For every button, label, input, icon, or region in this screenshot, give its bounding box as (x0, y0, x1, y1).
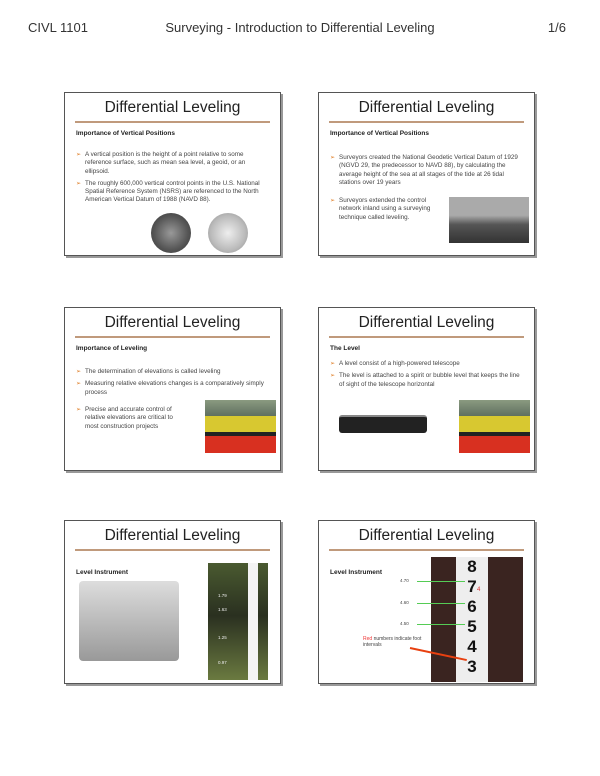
slide-subtitle: Importance of Vertical Positions (76, 130, 175, 137)
slide-subtitle: The Level (330, 345, 360, 352)
leveling-rod (248, 563, 258, 680)
divider (75, 549, 270, 551)
bullet: ➢ A vertical position is the height of a point relative to some reference surface, such as mean sea level, a geoid, or an ellipsoid. (76, 151, 266, 176)
slide-5 (64, 520, 281, 684)
annotation-note (363, 636, 423, 648)
slide-title: Differential Leveling (358, 314, 495, 331)
slide-subtitle: Level Instrument (330, 569, 383, 576)
reading-line (417, 603, 465, 604)
level-instrument-photo (79, 581, 179, 661)
bullet-list (76, 368, 271, 401)
leveling-rod: 8 7 6 5 4 3 (456, 557, 488, 682)
bullet: ➢ Precise and accurate control of relative elevations are critical to most construction projects (76, 406, 186, 431)
rod-reading: 1.63 (218, 607, 227, 612)
bullet: ➢ The roughly 600,000 vertical control points in the U.S. National Spatial Reference System (NSRS) are referenced to the North American Vertical Datum of 1988 (NAVD 88). (76, 180, 266, 205)
slide-1 (64, 92, 281, 256)
slide-2 (318, 92, 535, 256)
bullet-list (330, 154, 525, 191)
slide-subtitle: Importance of Vertical Positions (330, 130, 429, 137)
red-foot-digit: 4 (477, 587, 481, 593)
note-red-word: Red (363, 636, 373, 642)
bullet: ➢ Measuring relative elevations changes is a comparatively simply process (76, 380, 271, 397)
rod-reading: 0.97 (218, 660, 227, 665)
rod-reading: 1.79 (218, 593, 227, 598)
slide-title: Differential Leveling (104, 527, 241, 544)
divider (75, 336, 270, 338)
divider (329, 549, 524, 551)
rod-reading: 4.70 (400, 578, 409, 583)
benchmark-disk-image (151, 213, 191, 253)
rod-reading: 4.50 (400, 621, 409, 626)
spirit-level-image (339, 415, 427, 433)
slide-title: Differential Leveling (358, 527, 495, 544)
slide-3 (64, 307, 281, 471)
bullet: ➢ The level is attached to a spirit or bubble level that keeps the line of sight of the telescope horizontal (330, 372, 525, 389)
slide-4 (318, 307, 535, 471)
divider (329, 336, 524, 338)
slide-title: Differential Leveling (104, 99, 241, 116)
bullet-list (76, 406, 186, 435)
level-instrument-photo (459, 400, 530, 453)
reading-line (417, 581, 465, 582)
course-code: CIVL 1101 (28, 20, 88, 35)
divider (329, 121, 524, 123)
bullet-list (76, 151, 266, 209)
slide-title: Differential Leveling (358, 99, 495, 116)
slide-subtitle: Level Instrument (76, 569, 129, 576)
level-instrument-photo (205, 400, 276, 453)
bullet: ➢ Surveyors extended the control network inland using a surveying technique called leveling. (330, 197, 440, 222)
rod-reading: 4.60 (400, 600, 409, 605)
document-title: Surveying - Introduction to Differential Leveling (165, 20, 435, 35)
bullet-list (330, 360, 525, 393)
bullet: ➢ The determination of elevations is called leveling (76, 368, 271, 376)
bullet: ➢ A level consist of a high-powered telescope (330, 360, 525, 368)
divider (75, 121, 270, 123)
benchmark-disk-image (208, 213, 248, 253)
bullet-list (330, 197, 440, 226)
reading-line (417, 624, 465, 625)
slide-subtitle: Importance of Leveling (76, 345, 148, 352)
slide-title: Differential Leveling (104, 314, 241, 331)
historic-survey-photo (449, 197, 529, 243)
note-text: numbers indicate foot intervals (363, 636, 422, 648)
page-number: 1/6 (547, 20, 566, 35)
rod-reading: 1.25 (218, 635, 227, 640)
leveling-rod-photo (208, 563, 268, 680)
slide-6 (318, 520, 535, 684)
bullet: ➢ Surveyors created the National Geodetic Vertical Datum of 1929 (NGVD 29, the predecessor to NAVD 88), by calculating the average height of the sea at all stages of the tide at 26 tidal stations over 19 years (330, 154, 525, 187)
